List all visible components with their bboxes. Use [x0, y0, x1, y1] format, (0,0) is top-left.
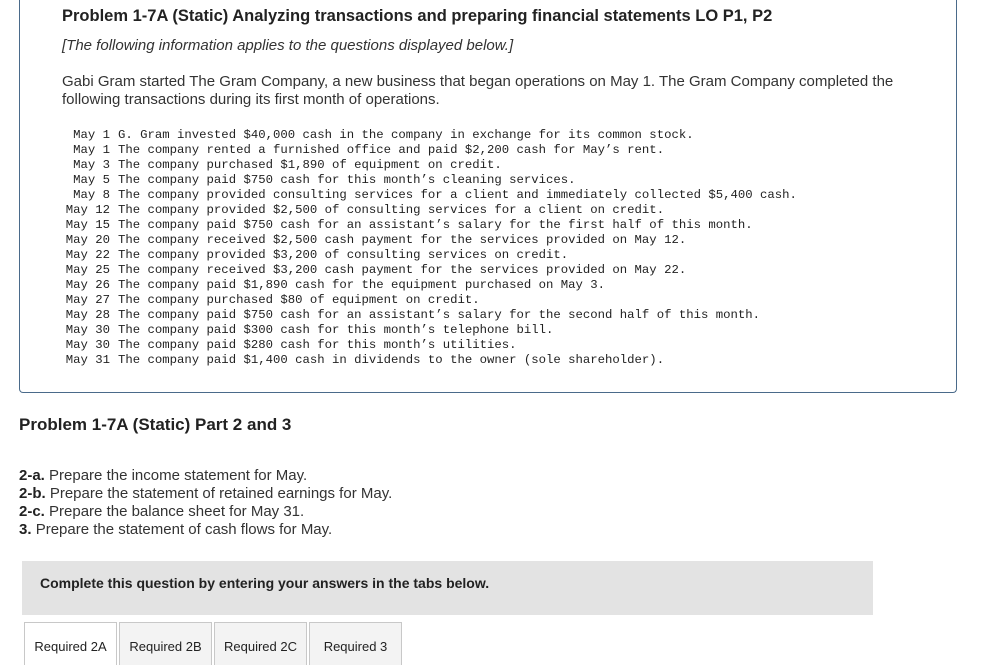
transactions-list — [62, 128, 797, 368]
transaction-row: May 20 The company received $2,500 cash payment for the services provided on May 12. — [65, 233, 687, 247]
transaction-row: May 22 The company provided $3,200 of consulting services on credit. — [65, 248, 569, 262]
instructions-text: Complete this question by entering your answers in the tabs below. — [40, 575, 490, 591]
tab-required-2a[interactable]: Required 2A — [24, 622, 117, 665]
transaction-row: May 31 The company paid $1,400 cash in dividends to the owner (sole shareholder). — [65, 353, 665, 367]
transaction-row: May 3 The company purchased $1,890 of equipment on credit. — [73, 158, 502, 172]
part-title: Problem 1-7A (Static) Part 2 and 3 — [19, 415, 292, 434]
problem-title: Problem 1-7A (Static) Analyzing transactions and preparing financial statements LO P1, P2 — [62, 7, 773, 25]
transaction-row: May 30 The company paid $300 cash for this month’s telephone bill. — [65, 323, 554, 337]
instructions-banner — [22, 561, 873, 615]
transaction-row: May 8 The company provided consulting services for a client and immediately collected $5,400 cash. — [73, 188, 797, 202]
transaction-row: May 15 The company paid $750 cash for an assistant’s salary for the first half of this month. — [65, 218, 753, 232]
tab-required-2b[interactable]: Required 2B — [119, 622, 212, 665]
transaction-row: May 26 The company paid $1,890 cash for the equipment purchased on May 3. — [65, 278, 606, 292]
requirement-item: 2-c. Prepare the balance sheet for May 31. — [19, 503, 305, 520]
tab-required-3[interactable]: Required 3 — [309, 622, 402, 665]
transaction-row: May 27 The company purchased $80 of equipment on credit. — [65, 293, 480, 307]
transaction-row: May 12 The company provided $2,500 of consulting services for a client on credit. — [65, 203, 665, 217]
transaction-row: May 5 The company paid $750 cash for this month’s cleaning services. — [73, 173, 576, 187]
transaction-row: May 25 The company received $3,200 cash payment for the services provided on May 22. — [65, 263, 687, 277]
requirement-item: 2-b. Prepare the statement of retained earnings for May. — [19, 485, 393, 502]
requirements-list — [19, 467, 392, 539]
problem-intro: Gabi Gram started The Gram Company, a new business that began operations on May 1. The Gram Company completed the following transactions during its first month of operations. — [62, 73, 894, 108]
transaction-row: May 28 The company paid $750 cash for an assistant’s salary for the second half of this month. — [65, 308, 761, 322]
transaction-row: May 1 G. Gram invested $40,000 cash in the company in exchange for its common stock. — [73, 128, 694, 142]
tab-required-2c[interactable]: Required 2C — [214, 622, 307, 665]
transaction-row: May 30 The company paid $280 cash for this month’s utilities. — [65, 338, 517, 352]
requirement-item: 3. Prepare the statement of cash flows for May. — [19, 521, 333, 538]
transaction-row: May 1 The company rented a furnished office and paid $2,200 cash for May’s rent. — [73, 143, 665, 157]
requirement-item: 2-a. Prepare the income statement for May. — [19, 467, 308, 484]
info-note: [The following information applies to the questions displayed below.] — [62, 37, 514, 54]
